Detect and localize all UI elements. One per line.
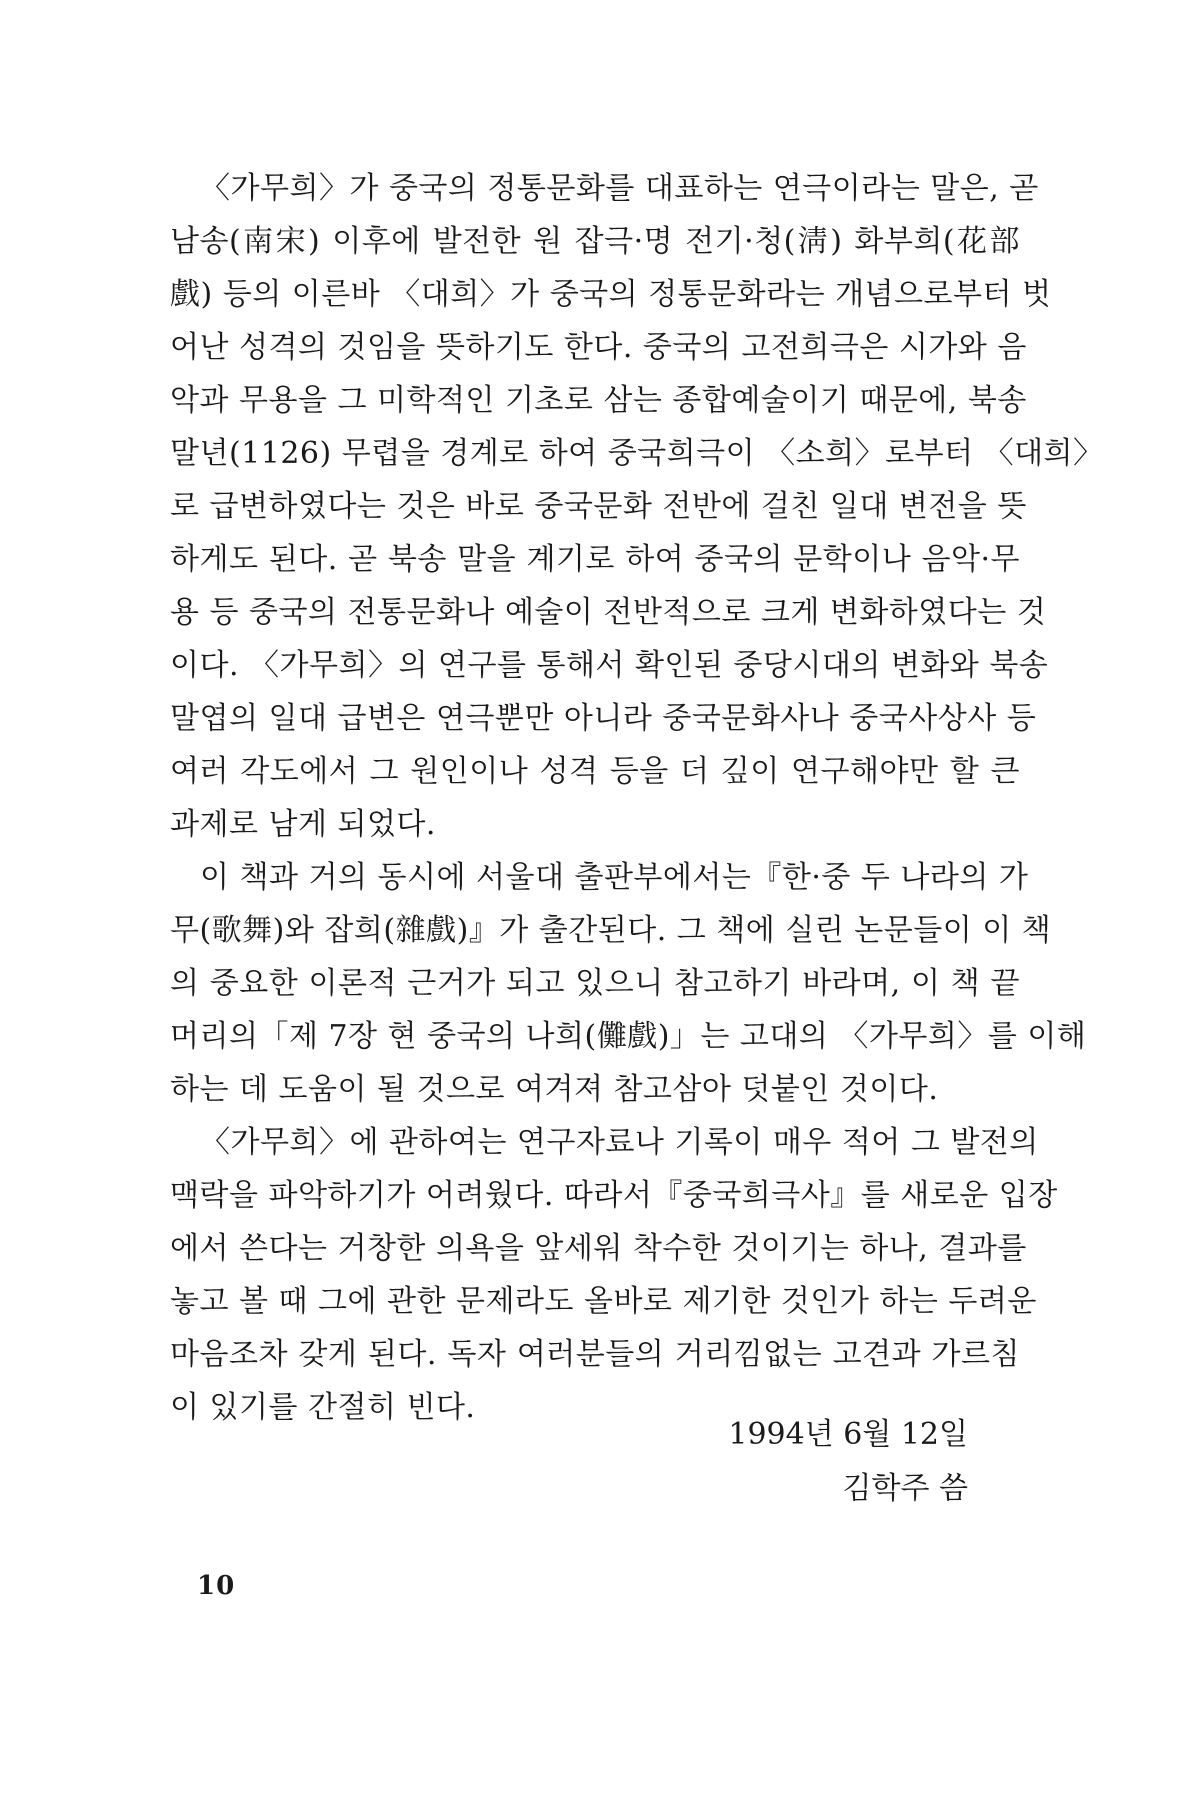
text-line: 이 책과 거의 동시에 서울대 출판부에서는『한·중 두 나라의 가: [200, 860, 1029, 895]
text-line: 악과 무용을 그 미학적인 기초로 삼는 종합예술이기 때문에, 북송: [170, 383, 1027, 418]
text-line: 무(歌舞)와 잡희(雜戲)』가 출간된다. 그 책에 실린 논문들이 이 책: [170, 913, 1052, 948]
signature-block: [728, 1408, 968, 1516]
text-line: 놓고 볼 때 그에 관한 문제라도 올바로 제기한 것인가 하는 두려운: [170, 1284, 1037, 1319]
text-line: 머리의「제 7장 현 중국의 나희(儺戲)」는 고대의 〈가무희〉를 이해: [170, 1019, 1087, 1054]
text-line: 과제로 남게 되었다.: [170, 807, 436, 842]
text-line: 〈가무희〉에 관하여는 연구자료나 기록이 매우 적어 그 발전의: [200, 1125, 1039, 1160]
text-line: 말년(1126) 무렵을 경계로 하여 중국희극이 〈소희〉로부터 〈대희〉: [170, 436, 1104, 471]
text-line: 여러 각도에서 그 원인이나 성격 등을 더 깊이 연구해야만 할 큰: [170, 754, 1020, 789]
text-line: 하게도 된다. 곧 북송 말을 계기로 하여 중국의 문학이나 음악·무: [170, 542, 1020, 577]
text-line: 말엽의 일대 급변은 연극뿐만 아니라 중국문화사나 중국사상사 등: [170, 701, 1037, 736]
text-line: 맥락을 파악하기가 어려웠다. 따라서『중국희극사』를 새로운 입장: [170, 1178, 1058, 1213]
text-line: 하는 데 도움이 될 것으로 여겨져 참고삼아 덧붙인 것이다.: [170, 1072, 939, 1107]
text-line: 로 급변하였다는 것은 바로 중국문화 전반에 걸친 일대 변전을 뜻: [170, 489, 1027, 524]
text-line: 에서 쓴다는 거창한 의욕을 앞세워 착수한 것이기는 하나, 결과를: [170, 1231, 1027, 1266]
text-line: 이 있기를 간절히 빈다.: [170, 1390, 476, 1425]
text-line: 용 등 중국의 전통문화나 예술이 전반적으로 크게 변화하였다는 것: [170, 595, 1047, 630]
text-line: 마음조차 갖게 된다. 독자 여러분들의 거리낌없는 고견과 가르침: [170, 1337, 1020, 1372]
text-line: 의 중요한 이론적 근거가 되고 있으니 참고하기 바라며, 이 책 끝: [170, 966, 1020, 1001]
text-line: 이다. 〈가무희〉의 연구를 통해서 확인된 중당시대의 변화와 북송: [170, 648, 1049, 683]
signature-author: 김학주 씀: [842, 1471, 968, 1506]
text-line: 〈가무희〉가 중국의 정통문화를 대표하는 연극이라는 말은, 곧: [200, 171, 1039, 206]
page-number: 10: [197, 1571, 236, 1601]
body-text: [170, 162, 1104, 1434]
text-line: 남송(南宋) 이후에 발전한 원 잡극·명 전기·청(淸) 화부희(花部: [170, 224, 1020, 259]
text-line: 戲) 등의 이른바 〈대희〉가 중국의 정통문화라는 개념으로부터 벗: [170, 277, 1052, 312]
text-line: 어난 성격의 것임을 뜻하기도 한다. 중국의 고전희극은 시가와 음: [170, 330, 1027, 365]
signature-date: 1994년 6월 12일: [728, 1417, 968, 1452]
